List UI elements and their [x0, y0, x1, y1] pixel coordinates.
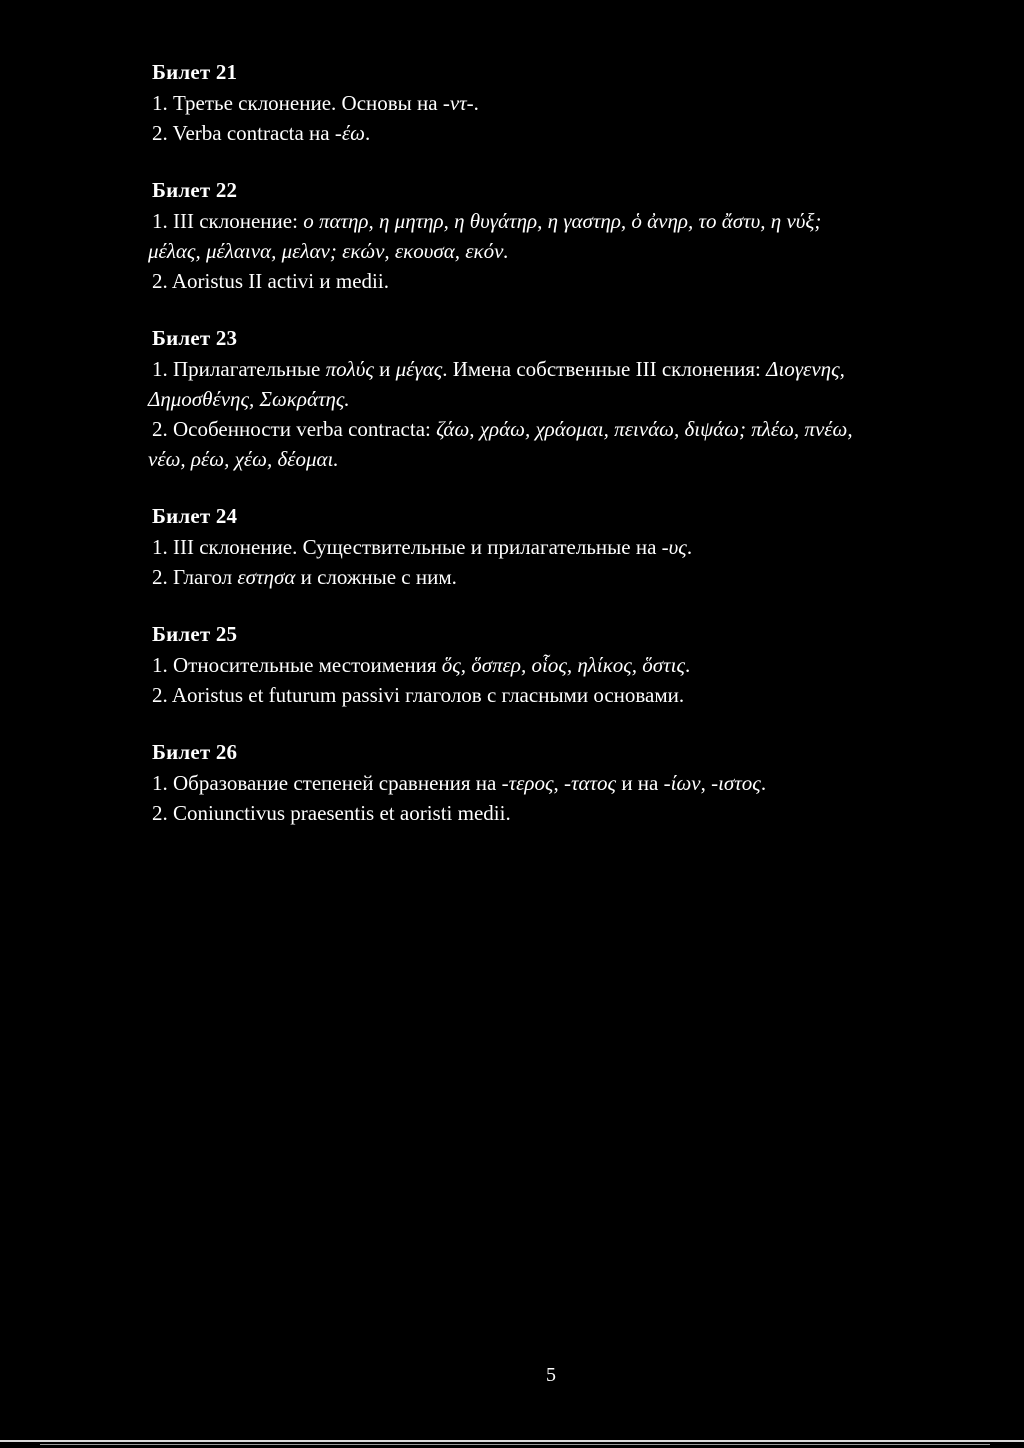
ticket-question-2 [152, 118, 982, 148]
question-text: , [700, 771, 712, 795]
ticket-22 [148, 174, 982, 296]
ticket-title: Билет 25 [152, 622, 238, 646]
question-text: 1. Образование степеней сравнения на [152, 771, 502, 795]
ticket-question-1 [152, 768, 982, 798]
footer-divider [0, 1440, 1024, 1442]
question-text: 2. Verba contracta на [152, 121, 335, 145]
question-text: 1. Относительные местоимения [152, 653, 442, 677]
greek-term: -ντ- [442, 91, 474, 115]
question-text: . [760, 771, 767, 795]
question-text: и сложные с ним. [295, 565, 457, 589]
question-text: 2. Глагол [152, 565, 238, 589]
greek-term: -τερος [501, 771, 554, 795]
ticket-question-1 [152, 88, 982, 118]
ticket-question-2: 2. Aoristus et futurum passivi глаголов с гласными основами. [152, 683, 685, 707]
question-text: . [364, 121, 371, 145]
question-text: , [553, 771, 564, 795]
ticket-21 [152, 56, 982, 148]
ticket-question-1-continued: μέλας, μέλαινα, μελαν; εκών, εκουσα, εκόν. [148, 239, 509, 263]
question-text: . [685, 653, 691, 677]
question-text: . [473, 91, 479, 115]
ticket-question-2: 2. Aoristus II activi и medii. [152, 269, 389, 293]
greek-term: Διογενης, [766, 357, 845, 381]
ticket-title: Билет 24 [152, 504, 238, 528]
ticket-question-1-continued: Δημοσθένης, Σωκράτης. [148, 387, 350, 411]
question-text: 1. Прилагательные [152, 357, 326, 381]
greek-term: -τατος [563, 771, 617, 795]
greek-term: -υς [661, 535, 687, 559]
ticket-question-1 [152, 206, 982, 236]
page-number: 5 [546, 1364, 556, 1386]
question-text: 1. Третье склонение. Основы на [152, 91, 443, 115]
question-text: и на [616, 771, 664, 795]
greek-term: -ιστος [711, 771, 761, 795]
ticket-24 [152, 500, 982, 592]
footer-divider [40, 1444, 990, 1445]
ticket-question-1 [152, 532, 982, 562]
ticket-title: Билет 26 [152, 740, 238, 764]
greek-term: εστησα [237, 565, 296, 589]
greek-term: ο πατηρ, η μητηρ, η θυγάτηρ, η γαστηρ, ὁ ἀνηρ, το ἄστυ, η νύξ; [303, 209, 822, 233]
greek-term: πολύς [325, 357, 374, 381]
ticket-question-1 [152, 650, 982, 680]
greek-term: -έω [334, 121, 365, 145]
ticket-question-2: 2. Coniunctivus praesentis et aoristi medii. [152, 801, 511, 825]
ticket-question-2-continued: νέω, ρέω, χέω, δέομαι. [148, 447, 339, 471]
question-text: . Имена собственные III склонения: [442, 357, 767, 381]
ticket-question-1 [152, 354, 982, 384]
ticket-23 [148, 322, 982, 474]
ticket-title: Билет 23 [152, 326, 238, 350]
ticket-25 [152, 618, 982, 710]
ticket-question-2 [152, 414, 982, 444]
greek-term: ὅς, ὅσπερ, οἷος, ηλίκος, ὅστις [441, 653, 686, 677]
ticket-title: Билет 21 [152, 60, 238, 84]
question-text: 2. Особенности verba contracta: [152, 417, 437, 441]
question-text: и [373, 357, 396, 381]
question-text: 1. III склонение: [152, 209, 304, 233]
greek-term: μέγας [395, 357, 443, 381]
greek-term: -ίων [663, 771, 701, 795]
ticket-question-2 [152, 562, 982, 592]
document-page [148, 56, 982, 854]
question-text: 1. III склонение. Существительные и прилагательные на [152, 535, 662, 559]
question-text: . [686, 535, 693, 559]
ticket-26 [152, 736, 982, 828]
ticket-title: Билет 22 [152, 178, 238, 202]
greek-term: ζάω, χράω, χράομαι, πεινάω, διψάω; πλέω, πνέω, [436, 417, 853, 441]
